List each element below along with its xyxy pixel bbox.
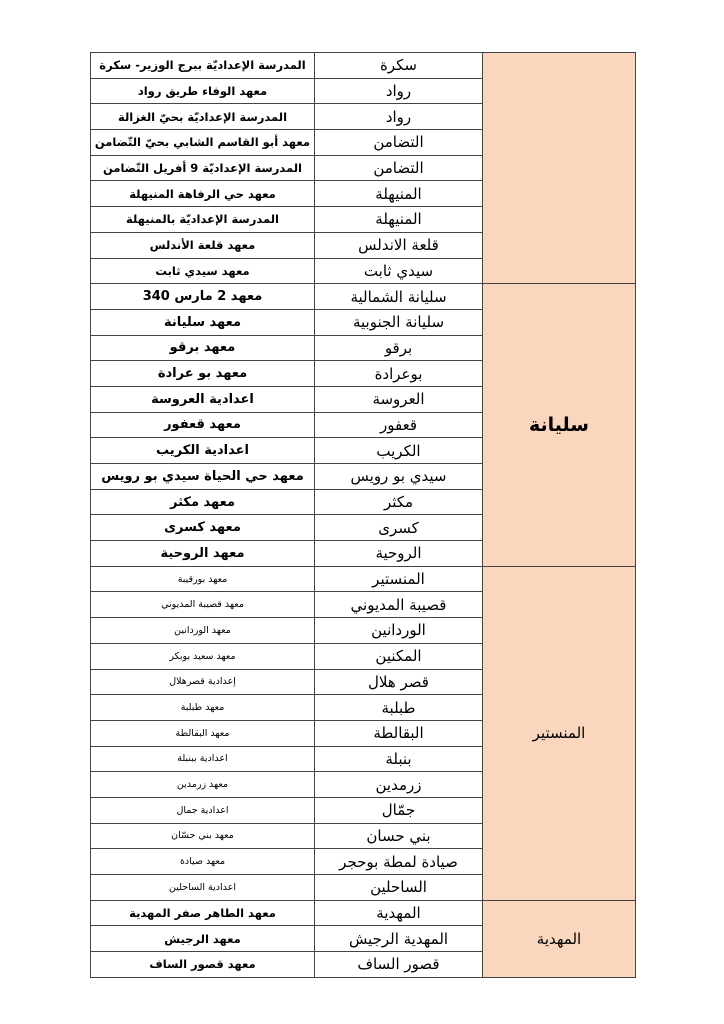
locality-cell: الساحلين [315,875,483,901]
institution-cell: معهد قلعة الأندلس [91,232,315,258]
institution-cell: معهد بو عرادة [91,361,315,387]
institution-cell: معهد 2 مارس 340 [91,284,315,310]
institution-cell: إعدادية قصرهلال [91,669,315,695]
institution-cell: اعدادية ببنبلة [91,746,315,772]
locality-cell: برقو [315,335,483,361]
locality-cell: سليانة الشمالية [315,284,483,310]
table-row [91,284,636,310]
locality-cell: قعفور [315,412,483,438]
institution-cell: معهد أبو القاسم الشابي بحيّ التّضامن [91,130,315,156]
locality-cell: المنيهلة [315,207,483,233]
institution-cell: المدرسة الإعداديّة بحيّ الغزالة [91,104,315,130]
locality-cell: طبلبة [315,695,483,721]
institution-cell: معهد قصيبة المديوني [91,592,315,618]
institution-cell: معهد بورقيبة [91,566,315,592]
institution-cell: معهد مكثر [91,489,315,515]
locality-cell: جمّال [315,797,483,823]
locality-cell: زرمدين [315,772,483,798]
locality-cell: العروسة [315,386,483,412]
locality-cell: سيدي بو رويس [315,464,483,490]
institution-cell: معهد بني حسّان [91,823,315,849]
region-cell: سليانة [483,284,636,567]
institution-cell: معهد سيدي ثابت [91,258,315,284]
locality-cell: صيادة لمطة بوحجر [315,849,483,875]
region-cell: المنستير [483,566,636,900]
locality-cell: التضامن [315,155,483,181]
institution-cell: معهد قصور الساف [91,952,315,978]
institution-cell: معهد طبلبة [91,695,315,721]
institution-cell: المدرسة الإعداديّة بالمنيهلة [91,207,315,233]
region-cell [483,53,636,284]
institution-cell: معهد سليانة [91,309,315,335]
locality-cell: قصور الساف [315,952,483,978]
locality-cell: المهدية [315,900,483,926]
locality-cell: التضامن [315,130,483,156]
institution-cell: معهد زرمدين [91,772,315,798]
institution-cell: معهد الروحية [91,541,315,567]
table-row [91,53,636,79]
institution-cell: معهد حي الرفاهة المنيهلة [91,181,315,207]
institution-cell: معهد الرجيش [91,926,315,952]
table-row [91,566,636,592]
institution-cell: اعدادية العروسة [91,386,315,412]
locality-cell: مكثر [315,489,483,515]
schools-table [90,52,636,978]
locality-cell: الروحية [315,541,483,567]
locality-cell: رواد [315,78,483,104]
locality-cell: سكرة [315,53,483,79]
institution-cell: اعدادية الساحلين [91,875,315,901]
locality-cell: قلعة الاندلس [315,232,483,258]
region-cell: المهدية [483,900,636,977]
institution-cell: معهد حي الحياة سيدي بو رويس [91,464,315,490]
institution-cell: اعدادية الكريب [91,438,315,464]
locality-cell: البقالطة [315,720,483,746]
institution-cell: معهد الطاهر صفر المهدية [91,900,315,926]
locality-cell: المنستير [315,566,483,592]
locality-cell: بني حسان [315,823,483,849]
locality-cell: الوردانين [315,618,483,644]
locality-cell: سليانة الجنوبية [315,309,483,335]
institution-cell: معهد قعفور [91,412,315,438]
locality-cell: رواد [315,104,483,130]
locality-cell: كسرى [315,515,483,541]
institution-cell: معهد سعيد بوبكر [91,643,315,669]
schools-table-body [91,53,636,978]
locality-cell: المكنين [315,643,483,669]
institution-cell: المدرسة الإعداديّة ببرج الوزير- سكرة [91,53,315,79]
institution-cell: معهد الوفاء طريق رواد [91,78,315,104]
locality-cell: سيدي ثابت [315,258,483,284]
institution-cell: اعدادية جمال [91,797,315,823]
locality-cell: قصيبة المديوني [315,592,483,618]
locality-cell: بنبلة [315,746,483,772]
locality-cell: الكريب [315,438,483,464]
institution-cell: معهد الوردانين [91,618,315,644]
locality-cell: المنيهلة [315,181,483,207]
institution-cell: معهد كسرى [91,515,315,541]
institution-cell: معهد صيادة [91,849,315,875]
institution-cell: معهد البقالطة [91,720,315,746]
institution-cell: معهد برقو [91,335,315,361]
locality-cell: قصر هلال [315,669,483,695]
locality-cell: بوعرادة [315,361,483,387]
locality-cell: المهدية الرجيش [315,926,483,952]
table-row [91,900,636,926]
institution-cell: المدرسة الإعداديّة 9 أفريل التّضامن [91,155,315,181]
